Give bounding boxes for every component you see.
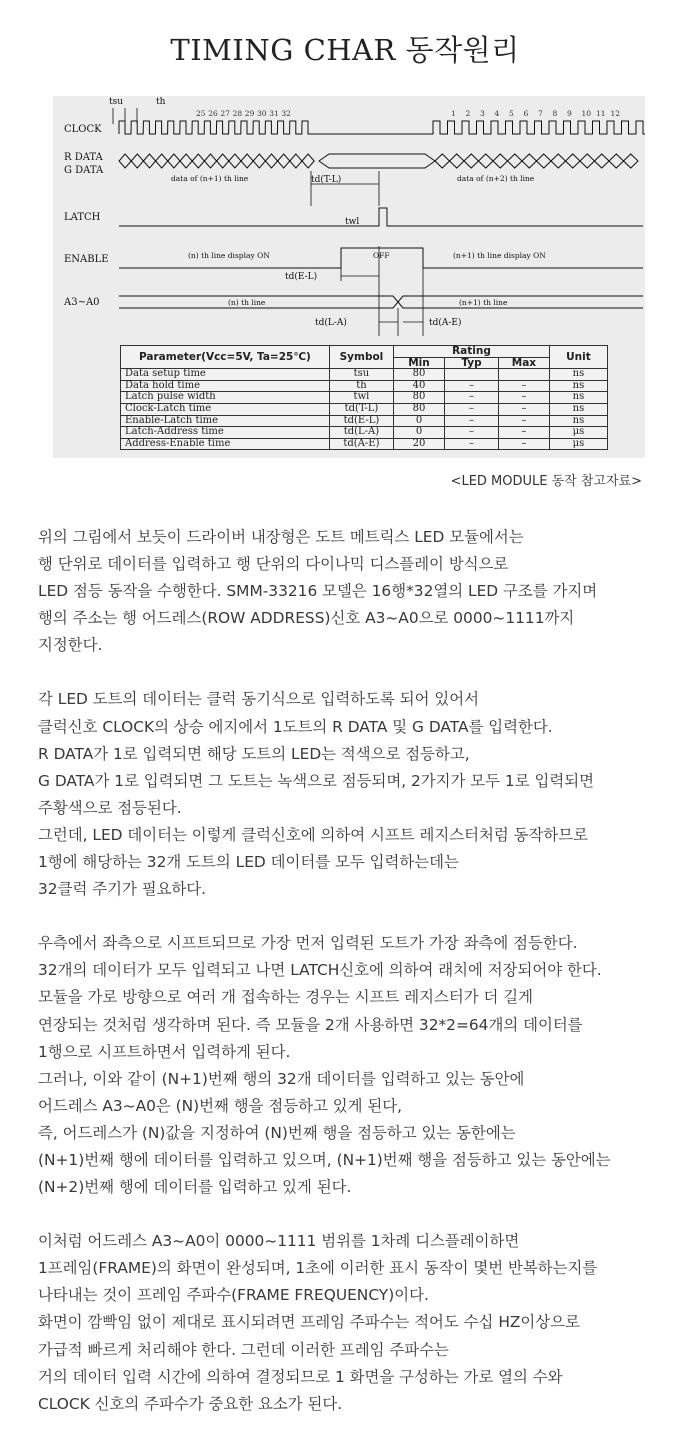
text-line: 주황색으로 점등된다. (38, 798, 182, 817)
text-line: (N+1)번째 행에 데이터를 입력하고 있으며, (N+1)번째 행을 점등하고 있는 동안에는 (38, 1150, 611, 1169)
table-cell-min: 40 (394, 380, 445, 392)
header-min: Min (394, 357, 445, 369)
table-row (121, 369, 608, 381)
table-cell-typ: – (444, 438, 498, 450)
table-cell-symbol: td(A-E) (329, 438, 393, 450)
table-cell-param: Enable-Latch time (121, 415, 330, 427)
tsu-label: tsu (109, 97, 124, 107)
table-cell-param: Latch-Address time (121, 427, 330, 439)
clock-number: 31 (269, 109, 279, 118)
tsu-th-marker (113, 108, 137, 124)
text-line: 행의 주소는 행 어드레스(ROW ADDRESS)신호 A3~A0으로 0000~1111까지 (38, 609, 575, 628)
header-unit: Unit (549, 346, 607, 369)
table-cell-param: Latch pulse width (121, 392, 330, 404)
table-cell-min: 80 (394, 403, 445, 415)
table-row (121, 380, 608, 392)
table-cell-param: Address-Enable time (121, 438, 330, 450)
text-line: 그런데, LED 데이터는 이렇게 클럭신호에 의하여 시프트 레지스터처럼 동작하므로 (38, 825, 588, 844)
clock-number: 10 (581, 109, 592, 118)
clock-number: 25 (196, 109, 206, 118)
text-line: 그러나, 이와 같이 (N+1)번째 행의 32개 데이터를 입력하고 있는 동안에 (38, 1069, 525, 1088)
clock-number: 1 (451, 109, 456, 118)
text-line: R DATA가 1로 입력되면 해당 도트의 LED는 적색으로 점등하고, (38, 744, 470, 763)
data-waveform (119, 154, 638, 168)
clock-number: 5 (509, 109, 514, 118)
table-cell-unit: ns (549, 392, 607, 404)
table-cell-typ: – (444, 403, 498, 415)
header-rating: Rating (394, 346, 550, 358)
latch-label: LATCH (64, 212, 101, 223)
n1th-line-label: (n+1) th line (459, 298, 508, 307)
text-line: 이처럼 어드레스 A3~A0이 0000~1111 범위를 1차례 디스플레이하면 (38, 1232, 520, 1251)
twl-label: twl (345, 217, 360, 227)
table-cell-min: 20 (394, 438, 445, 450)
td-la-label: td(L-A) (315, 318, 347, 328)
td-ae-label: td(A-E) (429, 318, 462, 328)
clock-number: 30 (257, 109, 267, 118)
table-cell-symbol: td(E-L) (329, 415, 393, 427)
clock-number: 29 (244, 109, 255, 118)
table-cell-min: 80 (394, 369, 445, 381)
off-label: OFF (373, 251, 390, 260)
table-cell-unit: μs (549, 438, 607, 450)
text-line: 연장되는 것처럼 생각하며 된다. 즉 모듈을 2개 사용하면 32*2=64개의 데이터를 (38, 1015, 583, 1034)
body-text (38, 524, 683, 1445)
header-parameter: Parameter(Vcc=5V, Ta=25℃) (121, 346, 330, 369)
clock-number: 32 (281, 109, 291, 118)
clock-number: 7 (538, 109, 543, 118)
clock-number: 4 (494, 109, 500, 118)
enable-label: ENABLE (64, 254, 109, 265)
th-label: th (156, 97, 166, 107)
clock-number: 26 (208, 109, 218, 118)
timing-parameter-table (120, 345, 608, 450)
table-cell-min: 80 (394, 392, 445, 404)
table-cell-max: – (498, 380, 549, 392)
text-line: 1행으로 시프트하면서 입력하게 된다. (38, 1042, 291, 1061)
table-cell-min: 0 (394, 415, 445, 427)
clock-number: 8 (552, 109, 558, 118)
clock-number: 28 (232, 109, 243, 118)
text-line: 32개의 데이터가 모두 입력되고 나면 LATCH신호에 의하여 래치에 저장되어야 한다. (38, 961, 602, 980)
text-line: 즉, 어드레스가 (N)값을 지정하여 (N)번째 행을 점등하고 있는 동한에는 (38, 1123, 516, 1142)
table-cell-unit: ns (549, 415, 607, 427)
text-line: (N+2)번째 행에 데이터를 입력하고 있게 된다. (38, 1178, 352, 1197)
table-cell-unit: ns (549, 380, 607, 392)
text-line: 1행에 해당하는 32개 도트의 LED 데이터를 모두 입력하는데는 (38, 853, 459, 872)
clock-waveform (119, 121, 645, 134)
table-cell-typ (444, 369, 498, 381)
table-cell-param: Data hold time (121, 380, 330, 392)
paragraph (38, 524, 683, 659)
table-cell-unit: ns (549, 403, 607, 415)
text-line: G DATA가 1로 입력되면 그 도트는 녹색으로 점등되며, 2가지가 모두 1로 입력되면 (38, 771, 594, 790)
table-cell-symbol: td(T-L) (329, 403, 393, 415)
nth-display-on-label: (n) th line display ON (188, 251, 270, 260)
text-line: 1프레임(FRAME)의 화면이 완성되며, 1초에 이러한 표시 동작이 몇번 반복하는지를 (38, 1259, 598, 1278)
text-line: 가급적 빠르게 처리해야 한다. 그런데 이러한 프레임 주파수는 (38, 1340, 449, 1359)
text-line: 위의 그림에서 보듯이 드라이버 내장형은 도트 메트릭스 LED 모듈에서는 (38, 528, 524, 546)
paragraph (38, 686, 683, 903)
table-cell-max: – (498, 427, 549, 439)
text-line: 32클럭 주기가 필요하다. (38, 880, 207, 899)
table-cell-typ: – (444, 427, 498, 439)
page-title: TIMING CHAR 동작원리 (170, 33, 520, 67)
table-cell-unit: μs (549, 427, 607, 439)
a3a0-label: A3~A0 (64, 297, 100, 308)
paragraph (38, 930, 683, 1201)
table-row (121, 392, 608, 404)
text-line: 각 LED 도트의 데이터는 클럭 동기식으로 입력하도록 되어 있어서 (38, 690, 479, 709)
clock-number: 11 (596, 109, 606, 118)
td-el-label: td(E-L) (285, 272, 318, 282)
clock-number: 12 (610, 109, 621, 118)
table-cell-max: – (498, 392, 549, 404)
r-data-label: R DATA (64, 152, 103, 163)
timing-chart-figure (53, 96, 645, 458)
table-cell-max: – (498, 415, 549, 427)
figure-caption: <LED MODULE 동작 참고자료> (450, 474, 642, 489)
data-n1-label: data of (n+1) th line (171, 174, 249, 183)
address-waveform (119, 296, 643, 308)
nth-line-label: (n) th line (228, 298, 266, 307)
td-la-ae-marker (379, 268, 423, 336)
paragraph (38, 1228, 683, 1418)
clock-number: 3 (480, 109, 485, 118)
text-line: 화면이 깜빡임 없이 제대로 표시되려면 프레임 주파수는 적어도 수십 HZ이상으로 (38, 1313, 580, 1332)
text-line: 행 단위로 데이터를 입력하고 행 단위의 다이나믹 디스플레이 방식으로 (38, 555, 509, 574)
g-data-label: G DATA (64, 165, 104, 176)
table-cell-symbol: twl (329, 392, 393, 404)
table-cell-typ: – (444, 380, 498, 392)
td-tl-label: td(T-L) (311, 175, 342, 185)
table-cell-min: 0 (394, 427, 445, 439)
table-cell-max: – (498, 403, 549, 415)
table-row (121, 427, 608, 439)
table-cell-max: – (498, 438, 549, 450)
header-max: Max (498, 357, 549, 369)
data-n2-label: data of (n+2) th line (457, 174, 535, 183)
text-line: 지정한다. (38, 636, 103, 655)
table-row (121, 415, 608, 427)
text-line: LED 점등 동작을 수행한다. SMM-33216 모델은 16행*32열의 LED 구조를 가지며 (38, 582, 598, 601)
table-row (121, 438, 608, 450)
table-cell-symbol: td(L-A) (329, 427, 393, 439)
table-cell-param: Data setup time (121, 369, 330, 381)
clock-number: 2 (465, 109, 471, 118)
table-row (121, 403, 608, 415)
clock-label: CLOCK (64, 124, 102, 135)
clock-number: 9 (567, 109, 572, 118)
table-cell-typ: – (444, 392, 498, 404)
text-line: 모듈을 가로 방향으로 여러 개 접속하는 경우는 시프트 레지스터가 더 길게 (38, 988, 533, 1007)
clock-number: 27 (220, 109, 230, 118)
table-cell-typ: – (444, 415, 498, 427)
table-cell-symbol: tsu (329, 369, 393, 381)
text-line: 어드레스 A3~A0은 (N)번째 행을 점등하고 있게 된다, (38, 1096, 403, 1115)
text-line: 클럭신호 CLOCK의 상승 에지에서 1도트의 R DATA 및 G DATA를 입력한다. (38, 717, 553, 736)
n1th-display-on-label: (n+1) th line display ON (453, 251, 546, 260)
text-line: CLOCK 신호의 주파수가 중요한 요소가 된다. (38, 1394, 343, 1413)
table-cell-param: Clock-Latch time (121, 403, 330, 415)
header-symbol: Symbol (329, 346, 393, 369)
table-cell-symbol: th (329, 380, 393, 392)
table-cell-unit: ns (549, 369, 607, 381)
table-cell-max (498, 369, 549, 381)
header-typ: Typ (444, 357, 498, 369)
text-line: 우측에서 좌측으로 시프트되므로 가장 먼저 입력된 도트가 가장 좌측에 점등한다. (38, 934, 578, 953)
clock-number: 6 (523, 109, 529, 118)
text-line: 나타내는 것이 프레임 주파수(FRAME FREQUENCY)이다. (38, 1286, 429, 1305)
text-line: 거의 데이터 입력 시간에 의하여 결정되므로 1 화면을 구성하는 가로 열의 수와 (38, 1367, 563, 1386)
latch-waveform (119, 208, 643, 226)
